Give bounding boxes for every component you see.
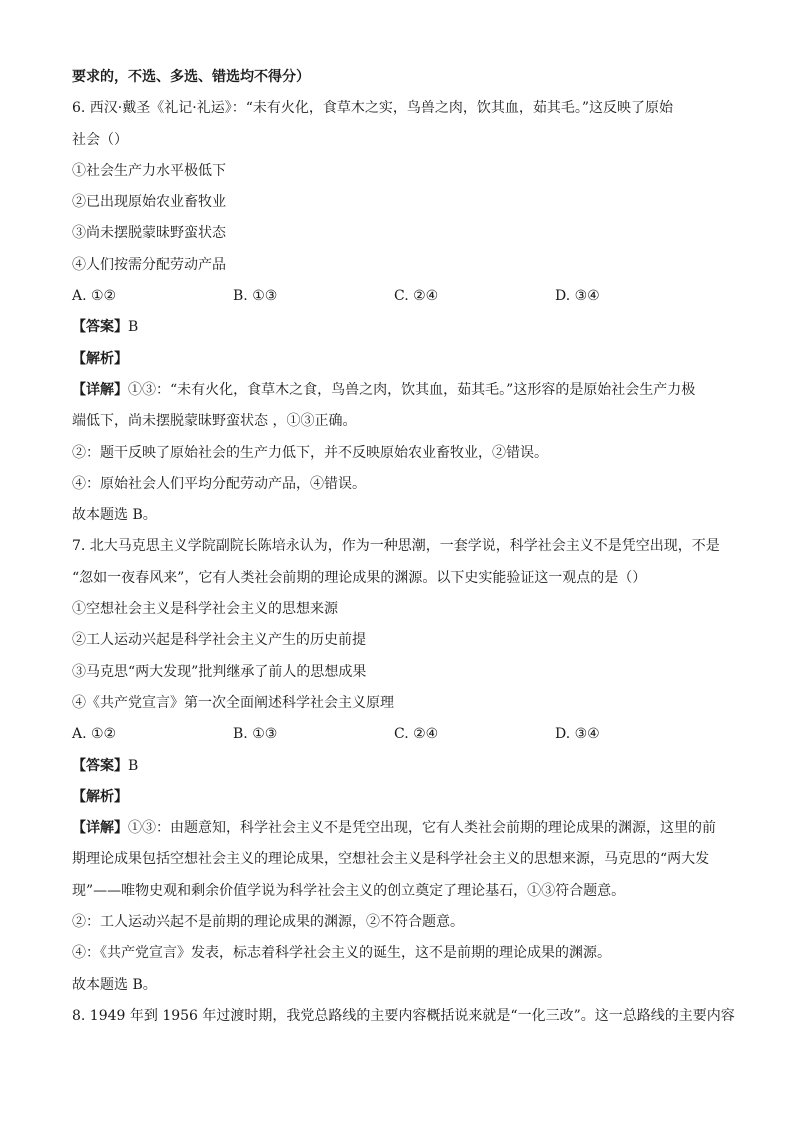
q6-analysis-label: 【解析】 <box>72 350 128 367</box>
q7-item-3: ③马克思“两大发现”批判继承了前人的思想成果 <box>72 663 367 680</box>
q6-answer-tag: 【答案】 <box>72 319 128 336</box>
q7-detail-tag: 【详解】 <box>72 820 128 837</box>
q6-item-1: ①社会生产力水平极低下 <box>72 162 226 179</box>
q6-conclusion: 故本题选 B。 <box>72 507 157 524</box>
q7-option-c: C. ②④ <box>394 726 439 743</box>
q6-option-a: A. ①② <box>72 288 117 305</box>
q6-detail-line3: ②：题干反映了原始社会的生产力低下，并不反映原始农业畜牧业，②错误。 <box>72 444 548 461</box>
q6-option-d: D. ③④ <box>555 288 600 305</box>
q6-item-2: ②已出现原始农业畜牧业 <box>72 194 226 211</box>
q6-answer-value: B <box>128 319 139 336</box>
q7-detail-line3: 现”——唯物史观和剩余价值学说为科学社会主义的创立奠定了理论基石，①③符合题意。 <box>72 882 626 899</box>
q7-options <box>72 719 732 750</box>
q7-answer <box>72 751 732 782</box>
q7-stem-line1: 7. 北大马克思主义学院副院长陈培永认为，作为一种思潮，一套学说，科学社会主义不是凭空出现，不是 <box>72 538 720 555</box>
q6-option-b: B. ①③ <box>233 288 278 305</box>
q6-stem-line1: 6. 西汉·戴圣《礼记·礼运》：“未有火化，食草木之实，鸟兽之肉，饮其血，茹其毛。”这反映了原始 <box>72 100 674 117</box>
q7-detail-text1: ①③：由题意知，科学社会主义不是凭空出现，它有人类社会前期的理论成果的渊源，这里的前 <box>128 820 716 837</box>
q7-option-a: A. ①② <box>72 726 117 743</box>
question-7 <box>72 531 732 1000</box>
q7-answer-value: B <box>128 757 139 774</box>
q7-conclusion: 故本题选 B。 <box>72 976 157 993</box>
q7-answer-tag: 【答案】 <box>72 757 128 774</box>
q6-option-c: C. ②④ <box>394 288 439 305</box>
q7-detail-line1 <box>72 813 732 844</box>
document-page <box>72 62 735 1032</box>
q6-stem-line2: 社会（） <box>72 131 128 148</box>
q6-answer <box>72 312 732 343</box>
q6-item-3: ③尚未摆脱蒙昧野蛮状态 <box>72 225 226 242</box>
question-6 <box>72 93 732 531</box>
q6-detail-line4: ④：原始社会人们平均分配劳动产品，④错误。 <box>72 475 366 492</box>
q7-detail-line4: ②：工人运动兴起不是前期的理论成果的渊源，②不符合题意。 <box>72 914 464 931</box>
q6-item-4: ④人们按需分配劳动产品 <box>72 256 226 273</box>
q6-options <box>72 281 732 312</box>
q7-option-b: B. ①③ <box>233 726 278 743</box>
q7-item-4: ④《共产党宣言》第一次全面阐述科学社会主义原理 <box>72 694 394 711</box>
q7-detail-line5: ④：《共产党宣言》发表，标志着科学社会主义的诞生，这不是前期的理论成果的渊源。 <box>72 945 611 962</box>
q6-detail-line2: 端低下，尚未摆脱蒙昧野蛮状态 ，①③正确。 <box>72 413 357 430</box>
question-8 <box>72 1001 735 1032</box>
q7-option-d: D. ③④ <box>555 726 600 743</box>
q7-analysis-label: 【解析】 <box>72 788 128 805</box>
q7-item-2: ②工人运动兴起是科学社会主义产生的历史前提 <box>72 632 366 649</box>
q7-stem-line2: “忽如一夜春风来”，它有人类社会前期的理论成果的渊源。以下史实能验证这一观点的是（） <box>72 569 647 586</box>
q7-item-1: ①空想社会主义是科学社会主义的思想来源 <box>72 601 338 618</box>
q6-detail-text1: ①③：“未有火化，食草木之食，鸟兽之肉，饮其血，茹其毛。”这形容的是原始社会生产力极 <box>128 381 696 398</box>
q6-detail-tag: 【详解】 <box>72 381 128 398</box>
q7-detail-line2: 期理论成果包括空想社会主义的理论成果，空想社会主义是科学社会主义的思想来源，马克思的“两大发 <box>72 851 710 868</box>
section-instruction: 要求的，不选、多选、错选均不得分） <box>72 69 310 85</box>
q8-stem-line1: 8. 1949 年到 1956 年过渡时期，我党总路线的主要内容概括说来就是“一化三改”。这一总路线的主要内容 <box>72 1007 735 1024</box>
q6-detail-line1 <box>72 375 732 406</box>
